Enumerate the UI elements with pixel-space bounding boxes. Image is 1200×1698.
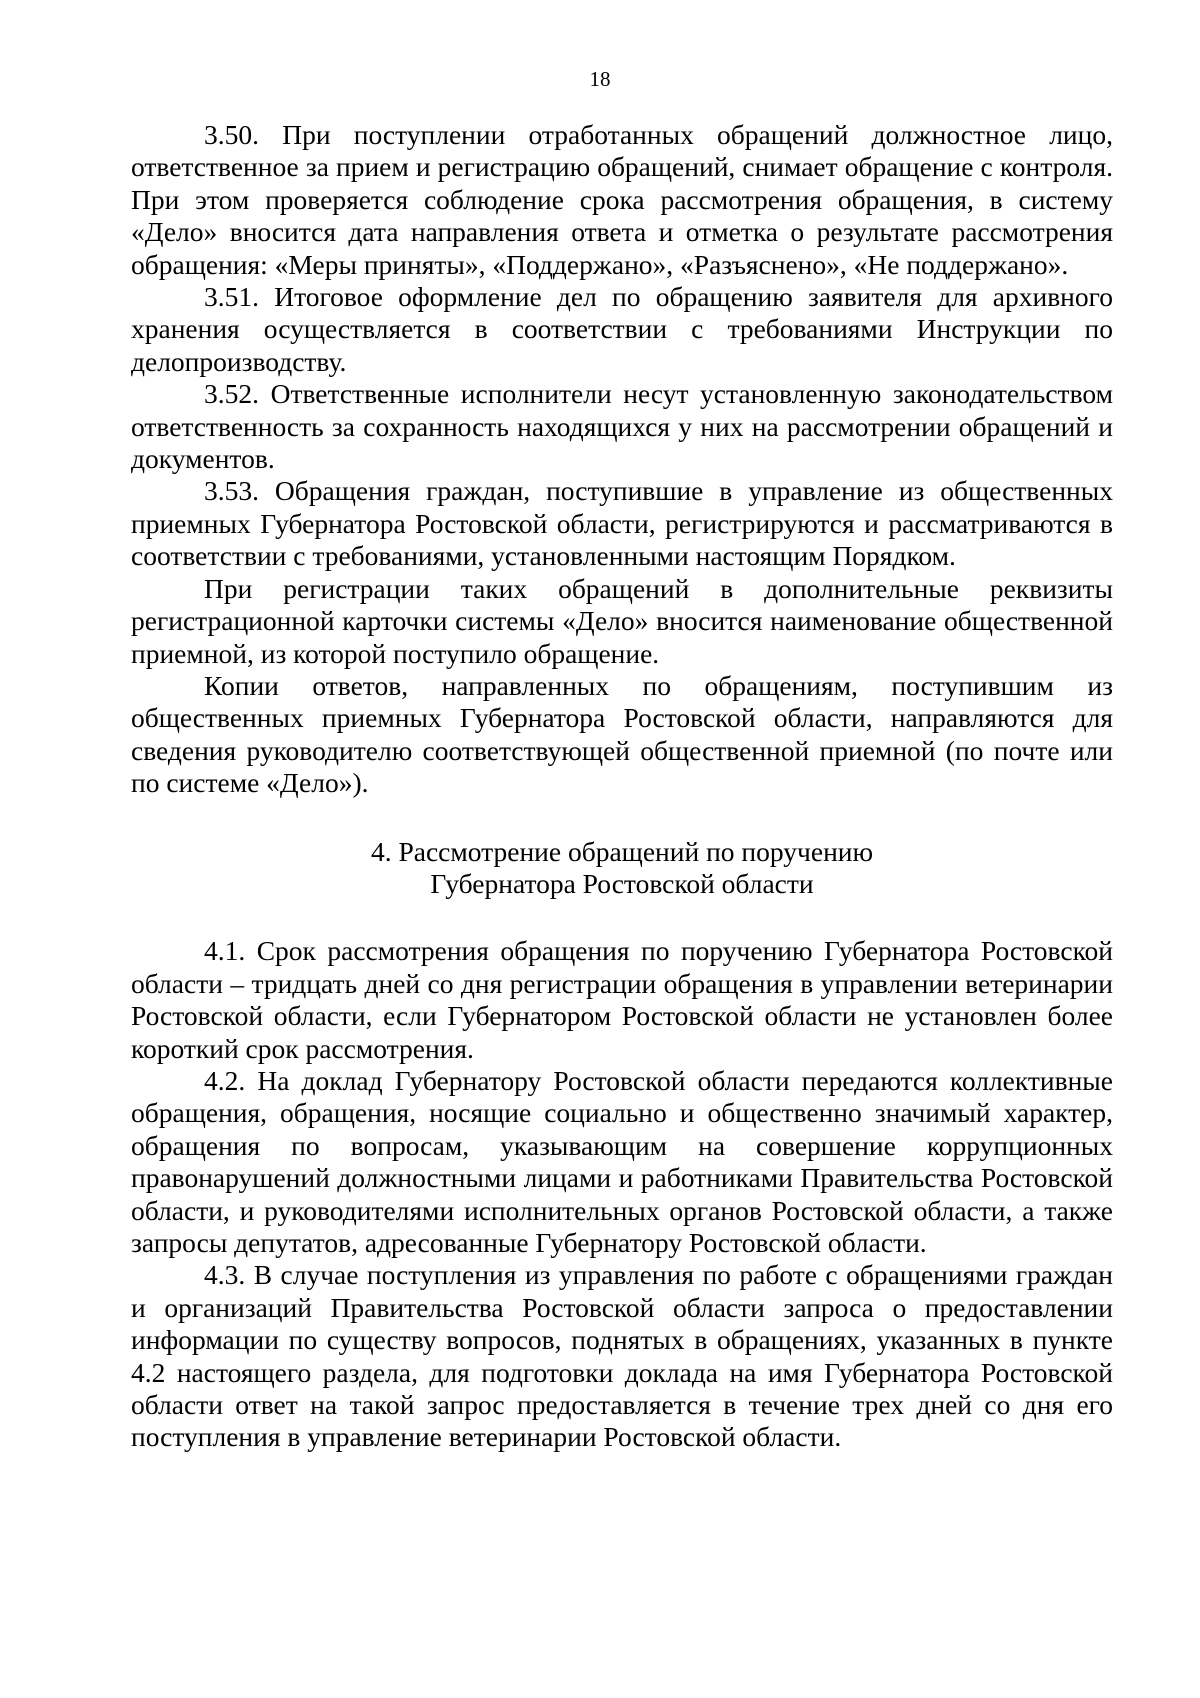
page-number: 18 [589,67,611,91]
paragraph-3-52: 3.52. Ответственные исполнители несут установленную законодательством ответственность за сохранность находящихся у них на рассмотрении обращений и документов. [131,378,1113,475]
paragraph-3-53-copies: Копии ответов, направленных по обращениям, поступившим из общественных приемных Губернатора Ростовской области, направляются для сведения руководителю соответствующей общественной приемной (по почте или по системе «Дело»). [131,669,1113,799]
document-body [131,119,1113,1454]
section-4-heading-line-2: Губернатора Ростовской области [430,867,814,899]
paragraph-4-1: 4.1. Срок рассмотрения обращения по поручению Губернатора Ростовской области – тридцать дней со дня регистрации обращения в управлении ветеринарии Ростовской области, если Губернатором Ростовской области не установлен более короткий срок рассмотрения. [131,935,1113,1064]
paragraph-4-3: 4.3. В случае поступления из управления по работе с обращениями граждан и организаций Правительства Ростовской области запроса о предоставлении информации по существу вопросов, поднятых в обращениях, указанных в пункте 4.2 настоящего раздела, для подготовки доклада на имя Губернатора Ростовской области ответ на такой запрос предоставляется в течение трех дней со дня его поступления в управление ветеринарии Ростовской области. [131,1259,1113,1453]
paragraph-3-53-registration: При регистрации таких обращений в дополнительные реквизиты регистрационной карточки системы «Дело» вносится наименование общественной приемной, из которой поступило обращение. [131,572,1113,669]
paragraph-3-50: 3.50. При поступлении отработанных обращений должностное лицо, ответственное за прием и регистрацию обращений, снимает обращение с контроля. При этом проверяется соблюдение срока рассмотрения обращения, в систему «Дело» вносится дата направления ответа и отметка о результате рассмотрения обращения: «Меры приняты», «Поддержано», «Разъяснено», «Не поддержано». [131,119,1113,280]
section-4-heading-line-1: 4. Рассмотрение обращений по поручению [370,835,874,867]
paragraph-3-51: 3.51. Итоговое оформление дел по обращению заявителя для архивного хранения осуществляется в соответствии с требованиями Инструкции по делопроизводству. [131,281,1113,377]
section-4-heading [131,836,1113,901]
paragraph-3-53: 3.53. Обращения граждан, поступившие в управление из общественных приемных Губернатора Ростовской области, регистрируются и рассматриваются в соответствии с требованиями, установленными настоящим Порядком. [131,475,1113,572]
paragraph-4-2: 4.2. На доклад Губернатору Ростовской области передаются коллективные обращения, обращения, носящие социально и общественно значимый характер, обращения по вопросам, указывающим на совершение коррупционных правонарушений должностными лицами и работниками Правительства Ростовской области, и руководителями исполнительных органов Ростовской области, а также запросы депутатов, адресованные Губернатору Ростовской области. [131,1064,1113,1258]
